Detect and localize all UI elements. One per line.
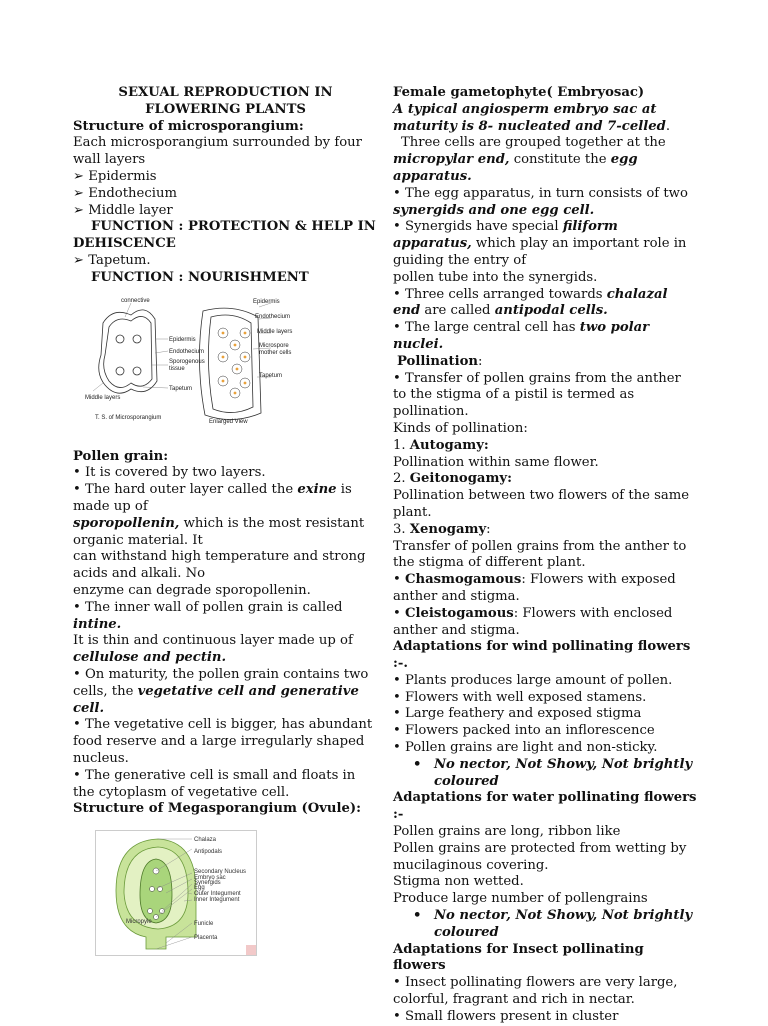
label-connective: connective [121, 297, 150, 304]
label-inner-integument: Inner Integument [194, 897, 240, 904]
no-nector-note: • No nector, Not Showy, Not brightly coloured [413, 756, 693, 789]
pollen-point: • It is covered by two layers. [73, 465, 266, 481]
wind-adaptations-heading: Adaptations for wind pollinating flowers :-. [393, 639, 691, 672]
microsporangium-text: Each microsporangium surrounded by four wall layers [73, 135, 362, 168]
label-r-microspore: Microspore [259, 342, 289, 349]
water-item: Stigma non wetted. [393, 874, 524, 890]
wind-item: • Large feathery and exposed stigma [393, 706, 642, 722]
pollination-definition: • Transfer of pollen grains from the anther to the stigma of a pistil is termed as pollination. [393, 370, 681, 420]
pollen-point: It is thin and continuous layer made up of [73, 633, 353, 649]
fg-paragraph: A typical angiosperm embryo sac at maturity is 8- nucleated and 7-celled. [393, 101, 671, 134]
label-enlarged-view: Enlarged View [209, 418, 248, 425]
left-column [73, 85, 378, 962]
microsporangium-heading: Structure of microsporangium: [73, 118, 304, 134]
pollen-point: • On maturity, the pollen grain contains two cells, the vegetative cell and generative cell. [73, 666, 369, 716]
label-chalaza: Chalaza [194, 837, 217, 844]
label-middle-layers: Middle layers [85, 394, 121, 401]
pollination-heading: Pollination: [397, 353, 483, 369]
wind-item: • Pollen grains are light and non-sticky. [393, 740, 658, 756]
insect-item: • Insect pollinating flowers are very large, colorful, fragrant and rich in nectar. [393, 975, 678, 1008]
label-r-tapetum: Tapetum [259, 372, 283, 379]
layer-item: ➢ Middle layer [73, 202, 173, 218]
pollen-point: enzyme can degrade sporopollenin. [73, 582, 311, 598]
microsporangium-figure [73, 293, 303, 439]
page-title-line1: SEXUAL REPRODUCTION IN [118, 85, 333, 100]
water-item: Pollen grains are long, ribbon like [393, 824, 621, 840]
wind-item: • Flowers with well exposed stamens. [393, 689, 647, 705]
label-secondary-nucleus: Secondary Nucleus [194, 869, 247, 876]
fg-paragraph: • The large central cell has two polar nuclei. [393, 320, 650, 352]
layer-item: ➢ Endothecium [73, 185, 177, 201]
page-title-line2: FLOWERING PLANTS [145, 101, 306, 117]
label-synergids: Synergids [194, 880, 221, 887]
label-funicle: Funicle [194, 921, 214, 928]
pollen-point: • The inner wall of pollen grain is called intine. [73, 599, 343, 632]
function-protection: FUNCTION : PROTECTION & HELP IN DEHISCENCE [73, 219, 376, 252]
ovule-figure [95, 830, 257, 956]
label-micropyle: Micropyle [126, 919, 152, 926]
label-r-endothecium: Endothecium [255, 313, 291, 320]
label-tapetum: Tapetum [169, 385, 193, 392]
cleistogamous-item: • Cleistogamous: Flowers with enclosed anther and stigma. [393, 605, 673, 638]
pollen-point: • The generative cell is small and floats in the cytoplasm of vegetative cell. [73, 767, 356, 800]
kind-description: Pollination within same flower. [393, 454, 599, 470]
label-r-middle-layers: Middle layers [257, 328, 293, 335]
kind-title: 3. Xenogamy: [393, 521, 491, 537]
kind-title: 2. Geitonogamy: [393, 471, 512, 487]
layer-item: ➢ Tapetum. [73, 252, 151, 268]
wind-item: • Flowers packed into an inflorescence [393, 723, 655, 739]
wind-item: • Plants produces large amount of pollen. [393, 672, 673, 688]
water-item: Pollen grains are protected from wetting by mucilaginous covering. [393, 840, 687, 873]
female-gametophyte-heading: Female gametophyte( Embryosac) [393, 85, 645, 100]
label-placenta: Placenta [194, 935, 218, 942]
label-tissue: tissue [169, 365, 185, 372]
pollen-point: cellulose and pectin. [73, 650, 227, 666]
layer-item: ➢ Epidermis [73, 168, 157, 184]
pollen-point: • The vegetative cell is bigger, has abundant food reserve and a large irregularly shaped nucleus. [73, 717, 373, 766]
water-item: Produce large number of pollengrains [393, 891, 648, 907]
insect-adaptations-heading: Adaptations for Insect pollinating flowers [393, 941, 644, 974]
fg-paragraph: • Three cells arranged towards chalazal end are called antipodal cells. [393, 286, 668, 319]
pollen-point: sporopollenin, which is the most resistant organic material. It [73, 515, 365, 548]
insect-item: • Small flowers present in cluster [393, 1008, 619, 1024]
label-outer-integument: Outer Integument [194, 891, 241, 898]
megasporangium-heading: Structure of Megasporangium (Ovule): [73, 801, 361, 817]
fg-paragraph: • The egg apparatus, in turn consists of two synergids and one egg cell. [393, 185, 688, 218]
pollen-point: • The hard outer layer called the exine is made up of [73, 482, 352, 514]
label-epidermis: Epidermis [169, 336, 196, 343]
chasmogamous-item: • Chasmogamous: Flowers with exposed anther and stigma. [393, 572, 676, 604]
pollen-heading: Pollen grain: [73, 448, 169, 464]
fg-paragraph: • Synergids have special filiform apparatus, which play an important role in guiding the entry of [393, 219, 687, 268]
label-sporogenous: Sporogenous [169, 358, 205, 365]
label-r-mother-cells: mother cells [259, 349, 292, 356]
fg-paragraph: Three cells are grouped together at the micropylar end, constitute the egg apparatus. [393, 135, 666, 184]
water-adaptations-heading: Adaptations for water pollinating flowers :- [393, 790, 697, 823]
label-egg: Egg [194, 885, 205, 892]
label-r-epidermis: Epidermis [253, 298, 280, 305]
right-column [393, 85, 698, 1026]
kind-description: Transfer of pollen grains from the anther to the stigma of different plant. [393, 538, 687, 571]
kind-description: Pollination between two flowers of the same plant. [393, 488, 690, 520]
fg-paragraph: pollen tube into the synergids. [393, 269, 598, 285]
pollen-point: can withstand high temperature and strong acids and alkali. No [73, 549, 366, 582]
function-nourishment: FUNCTION : NOURISHMENT [91, 269, 309, 285]
label-ts-microsporangium: T. S. of Microsporangium [95, 414, 162, 421]
kinds-heading: Kinds of pollination: [393, 420, 528, 436]
label-endothecium: Endothecium [169, 348, 205, 355]
label-antipodals: Antipodals [194, 849, 223, 856]
no-nector-note: • No nector, Not Showy, Not brightly coloured [413, 908, 693, 940]
kind-title: 1. Autogamy: [393, 437, 489, 453]
label-embryo-sac: Embryo sac [194, 875, 226, 882]
